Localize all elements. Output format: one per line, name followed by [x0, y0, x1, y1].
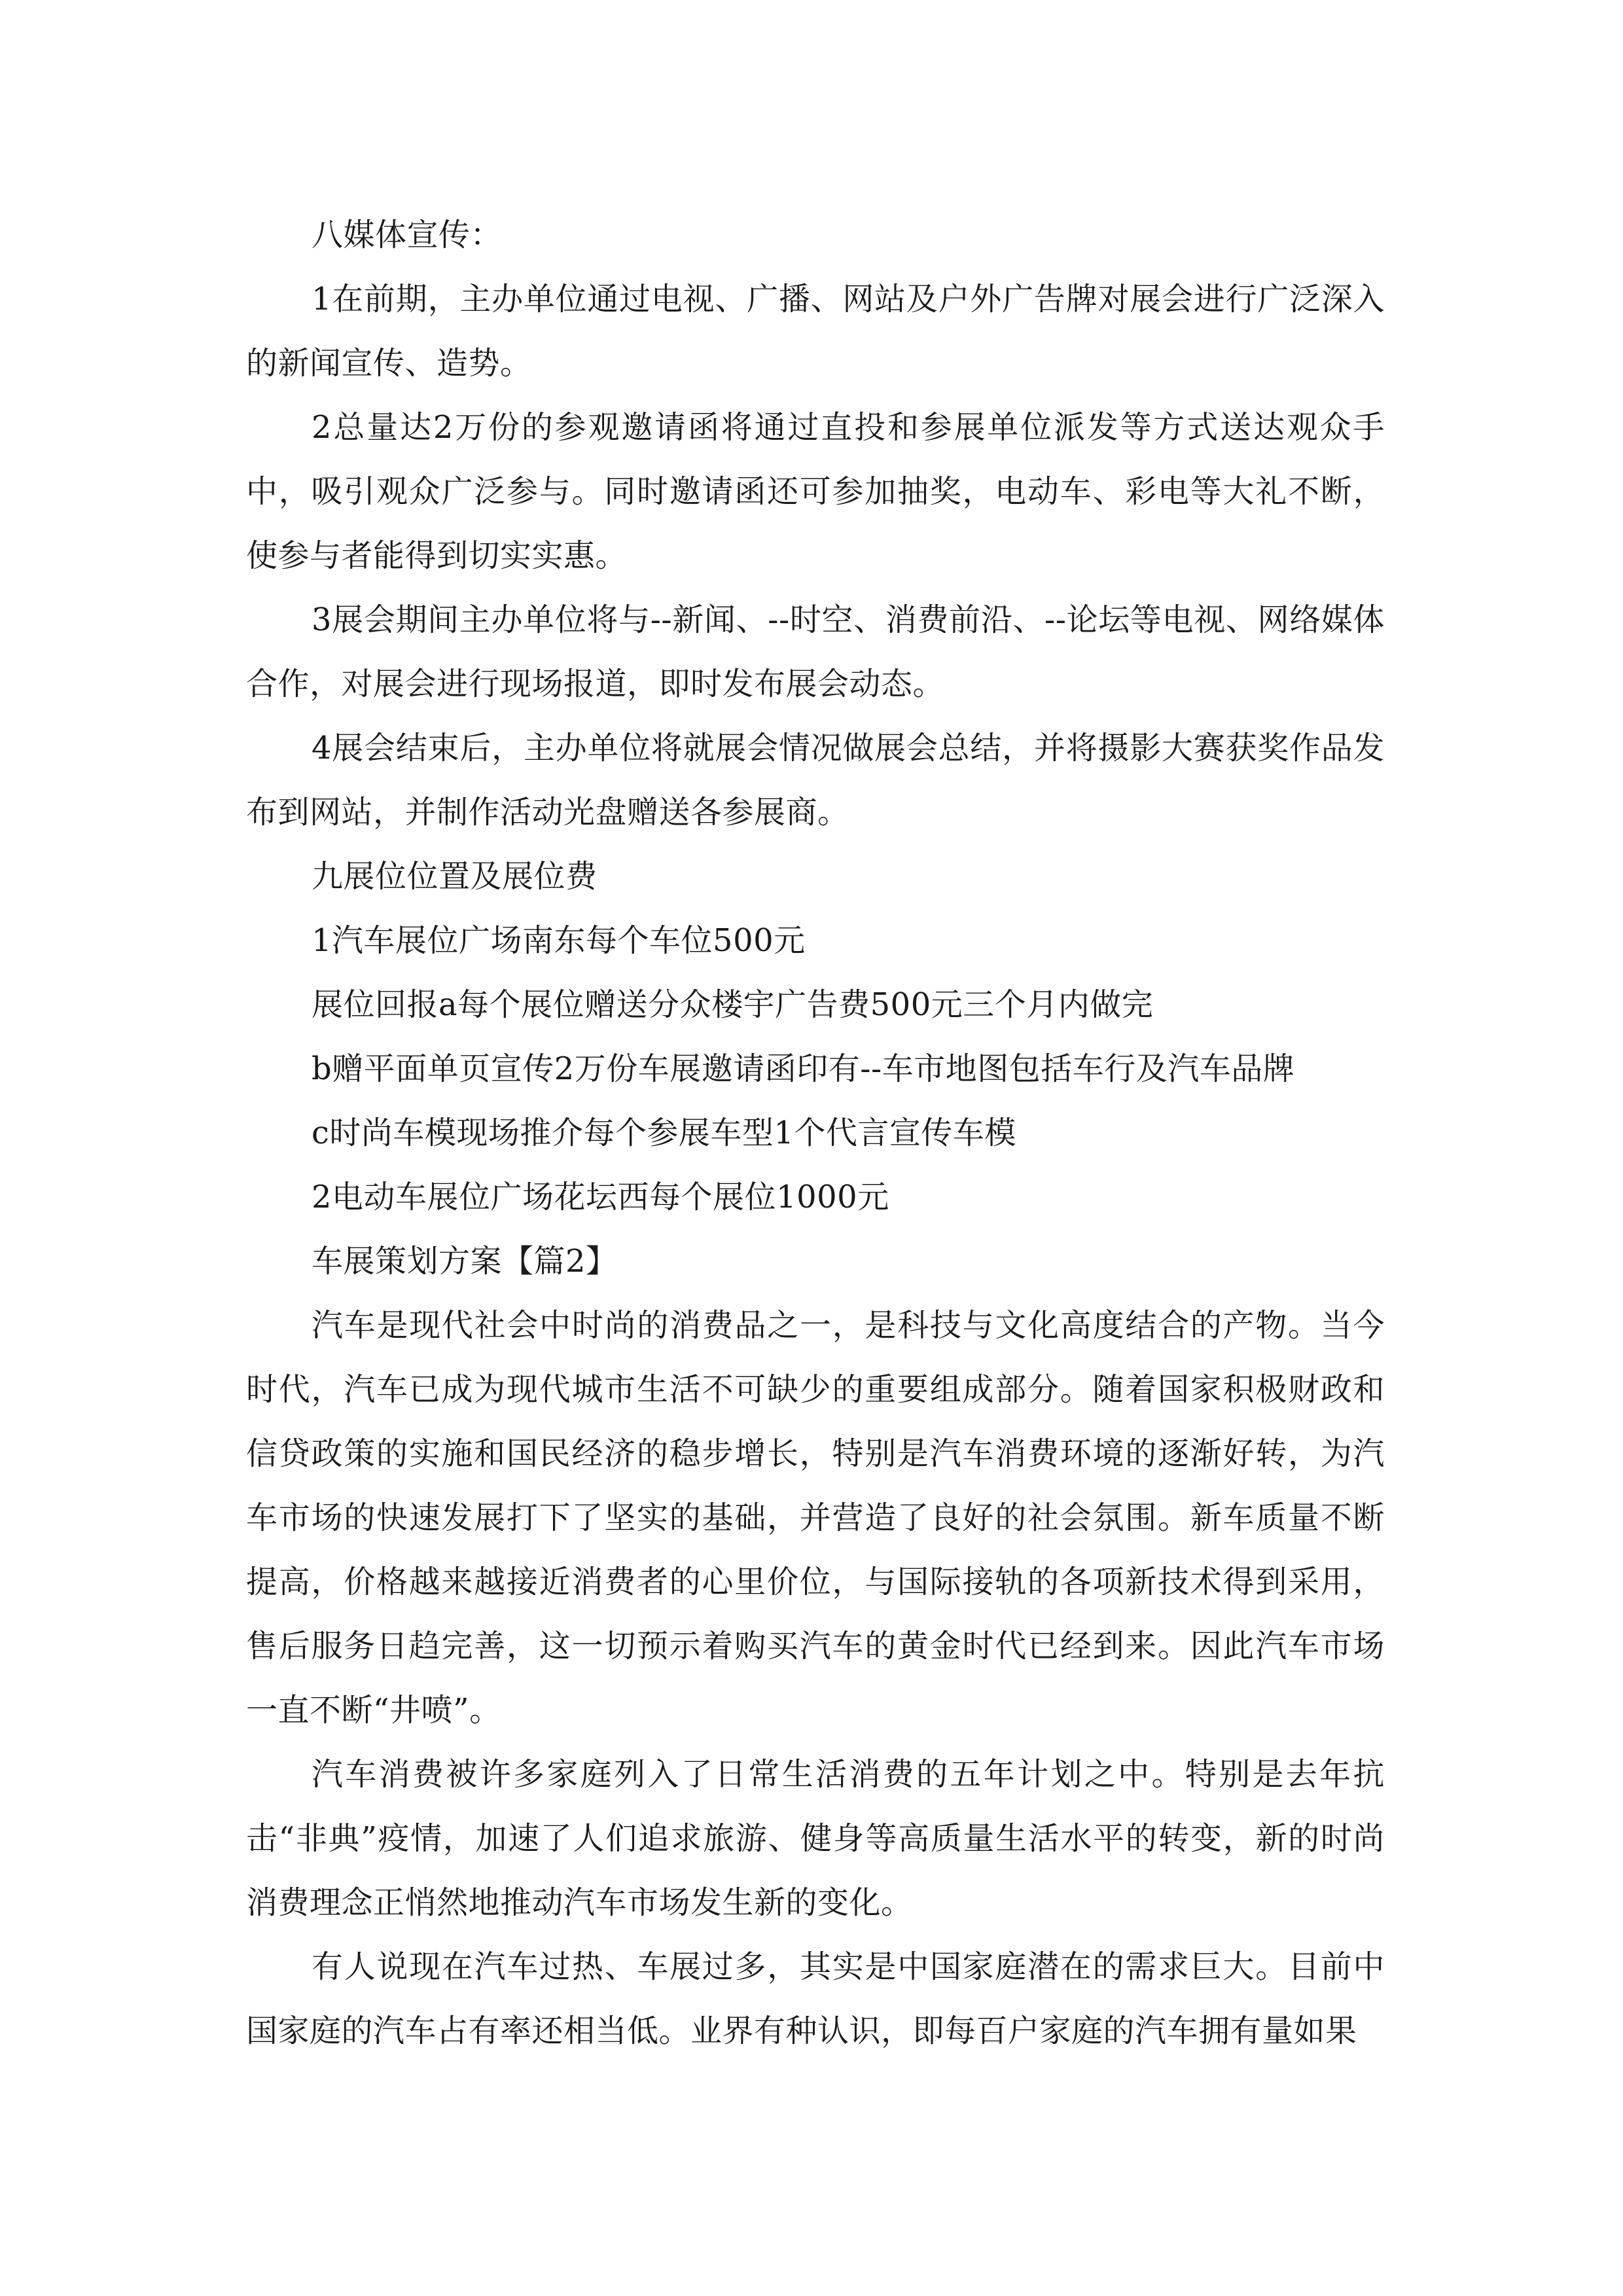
section-heading-part2: 车展策划方案【篇2】	[312, 1243, 618, 1280]
paragraph: 3展会期间主办单位将与--新闻、--时空、消费前沿、--论坛等电视、网络媒体合作，对展会进行现场报道，即时发布展会动态。	[246, 601, 1385, 702]
paragraph: 有人说现在汽车过热、车展过多，其实是中国家庭潜在的需求巨大。目前中国家庭的汽车占有率还相当低。业界有种认识，即每百户家庭的汽车拥有量如果	[246, 1948, 1385, 2049]
paragraph: 汽车是现代社会中时尚的消费品之一，是科技与文化高度结合的产物。当今时代，汽车已成为现代城市生活不可缺少的重要组成部分。随着国家积极财政和信贷政策的实施和国民经济的稳步增长，特别是汽车消费环境的逐渐好转，为汽车市场的快速发展打下了坚实的基础，并营造了良好的社会氛围。新车质量不断提高，价格越来越接近消费者的心里价位，与国际接轨的各项新技术得到采用，售后服务日趋完善，这一切预示着购买汽车的黄金时代已经到来。因此汽车市场一直不断“井喷”。	[246, 1307, 1385, 1729]
paragraph: 1在前期，主办单位通过电视、广播、网站及户外广告牌对展会进行广泛深入的新闻宣传、造势。	[246, 281, 1385, 382]
paragraph: 2总量达2万份的参观邀请函将通过直投和参展单位派发等方式送达观众手中，吸引观众广泛参与。同时邀请函还可参加抽奖，电动车、彩电等大礼不断，使参与者能得到切实实惠。	[246, 409, 1385, 574]
paragraph: 2电动车展位广场花坛西每个展位1000元	[312, 1179, 889, 1215]
section-heading-media: 八媒体宣传：	[312, 217, 503, 253]
document-body	[246, 203, 1385, 2063]
paragraph: b赠平面单页宣传2万份车展邀请函印有--车市地图包括车行及汽车品牌	[312, 1050, 1295, 1087]
section-heading-booth: 九展位位置及展位费	[312, 858, 597, 895]
paragraph: 1汽车展位广场南东每个车位500元	[312, 922, 806, 959]
paragraph: 汽车消费被许多家庭列入了日常生活消费的五年计划之中。特别是去年抗击“非典”疫情，加速了人们追求旅游、健身等高质量生活水平的转变，新的时尚消费理念正悄然地推动汽车市场发生新的变化。	[246, 1756, 1385, 1921]
paragraph: c时尚车模现场推介每个参展车型1个代言宣传车模	[312, 1115, 1016, 1151]
paragraph: 展位回报a每个展位赠送分众楼宇广告费500元三个月内做完	[312, 986, 1154, 1023]
paragraph: 4展会结束后，主办单位将就展会情况做展会总结，并将摄影大赛获奖作品发布到网站，并制作活动光盘赠送各参展商。	[246, 730, 1385, 831]
